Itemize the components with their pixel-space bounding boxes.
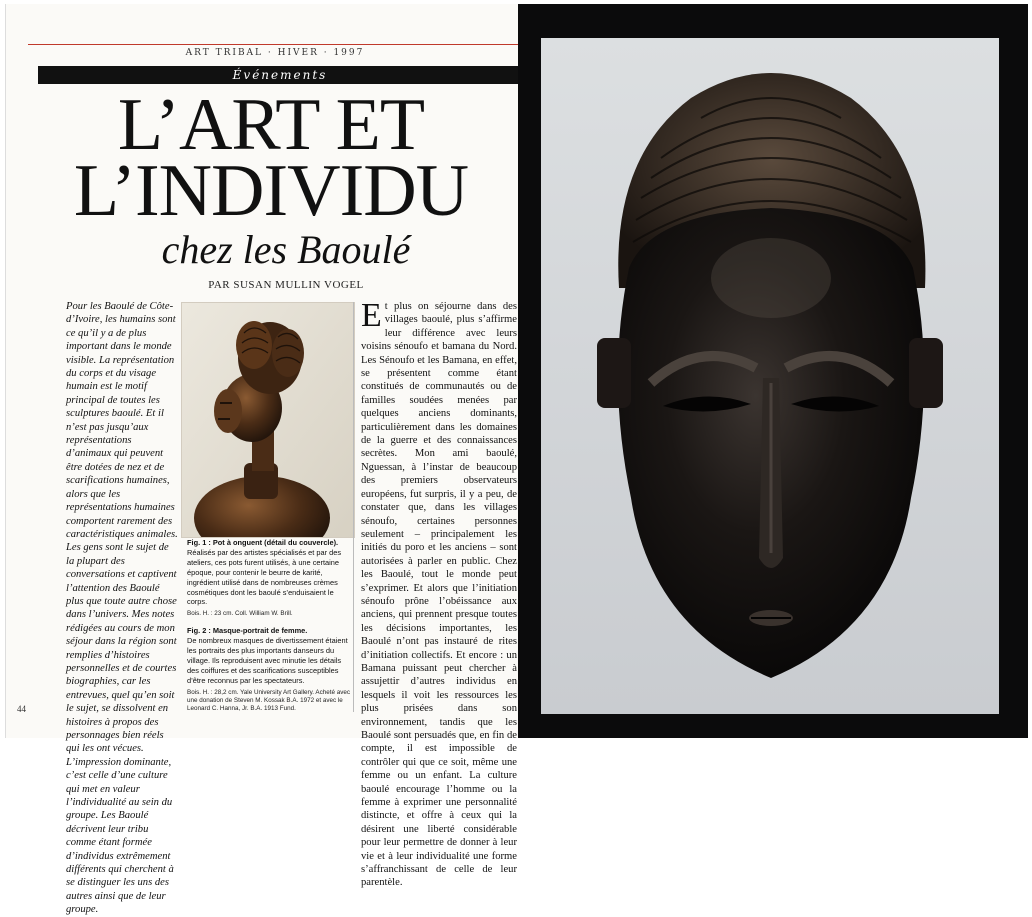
fig2-caption-title: Fig. 2 : Masque-portrait de femme. bbox=[187, 626, 308, 636]
left-page bbox=[5, 4, 518, 916]
running-head: ART TRIBAL · HIVER · 1997 bbox=[185, 48, 365, 58]
title-line-2: L’INDIVIDU bbox=[73, 150, 469, 232]
drop-cap: E bbox=[361, 297, 382, 334]
figure-captions bbox=[187, 538, 351, 713]
title-line-1: L’ART ET bbox=[117, 84, 425, 166]
fig2-caption-credit: Bois. H. : 28,2 cm. Yale University Art Gallery. Acheté avec une donation de Steven M. Kossak B.A. 1972 et avec le Leonard C. Hanna, Jr. B.A. 1913 Fund. bbox=[187, 688, 351, 712]
fig1-caption-title: Fig. 1 : Pot à onguent (détail du couvercle). bbox=[187, 538, 339, 547]
body-text: t plus on séjourne dans des villages baoulé, plus s’affirme leur différence avec leurs voisins sénoufo et bamana du Nord. Les Sénoufo et les Bamana, en effet, se présentent comme étant constitués de communautés ou de familles soudées menées par quelques anciens dominants, particulièrement dans les domaines de la guerre et des connaissances secrètes. Mon ami baoulé, Nguessan, à l’instar de beaucoup des premiers observateurs européens, fut surpris, il y a peu, de constater que, dans les villages sénoufo, certaines personnes seulement – principalement les initiés du poro et les anciens – sont autorisées à parler en public. Chez les Baoulé, tout le monde peut s’exprimer. Et alors que l’initiation sénoufo prône l’obéissance aux anciens, qui prennent presque toutes les décisions importantes, les Baoulé n’ont pas instauré de rites d’initiation collectifs. Et encore : un Bamana puissant peut chercher à assujettir d’autres individus en lesquels il voit les ressources les plus prisées dans son environnement, tandis que les Baoulé sont persuadés que, en fin de compte, il est impossible de contrôler qui que ce soit, même une femme ou un enfant. La culture baoulé encourage l’homme ou la femme à exprimer une personnalité distincte, et offre à ceux qui la désirent une liberté considérable pour leur permettre de donner à leur vie et à leur individualité une forme s’affranchissant de celle de leur parentèle. bbox=[361, 301, 517, 889]
fig1-caption-credit: Bois. H. : 23 cm. Coll. William W. Brill. bbox=[187, 610, 293, 618]
ointment-pot-figure bbox=[182, 303, 354, 537]
page-number: 44 bbox=[17, 704, 26, 714]
baule-mask-figure bbox=[541, 38, 999, 714]
figure-2-photo bbox=[541, 38, 999, 714]
article-title bbox=[36, 84, 506, 232]
body-column bbox=[361, 297, 517, 890]
section-bar bbox=[38, 66, 522, 84]
byline: PAR SUSAN MULLIN VOGEL bbox=[208, 279, 364, 291]
intro-column: Pour les Baoulé de Côte-d’Ivoire, les humains sont ce qu’il y a de plus important dans le monde visible. La représentation du corps et du visage humain est le motif principal de toutes les sculptures baoulé. Et il n’est pas jusqu’aux représentations d’animaux qui peuvent être dotées de nez et de scarifications humaines, alors que les représentations humaines comportent rarement des caractéristiques animales. Les gens sont le sujet de la plupart des conversations et captivent l’attention des Baoulé plus que toute autre chose dans l’univers. Mes notes rédigées au cours de mon séjour dans la région sont remplies d’histoires personnelles et de courtes biographies, car les entrevues, quel qu’en soit le sujet, se dissolvent en histoires à propos des personnages bien réels qui les ont vécues. L’impression dominante, c’est celle d’une culture qui met en valeur l’individualité au sein du groupe. Les Baoulé décrivent leur tribu comme étant formée d’individus extrêmement différents qui cherchent à se distinguer les uns des autres ainsi que de leur groupe. bbox=[66, 301, 178, 916]
column-divider bbox=[353, 302, 354, 712]
section-label: Événements bbox=[232, 68, 328, 82]
header-rule bbox=[28, 44, 522, 45]
article-subtitle: chez les Baoulé bbox=[161, 227, 411, 272]
right-page bbox=[518, 4, 1028, 738]
fig1-caption-text: Réalisés par des artistes spécialisés et par des ateliers, ces pots furent utilisés, à une certaine époque, pour contenir le beurre de karité, ingrédient utilisé dans de nombreuses crèmes cosmétiques dont les baoulé s’enduisaient le corps. bbox=[187, 547, 342, 607]
figure-1-photo bbox=[181, 302, 355, 538]
fig2-caption-text: De nombreux masques de divertissement étaient les portraits des plus importants danseurs du village. Ils reproduisent avec minutie les détails des coiffures et des scarifications susceptibles d’être reconnus par les spectateurs. bbox=[187, 636, 348, 685]
